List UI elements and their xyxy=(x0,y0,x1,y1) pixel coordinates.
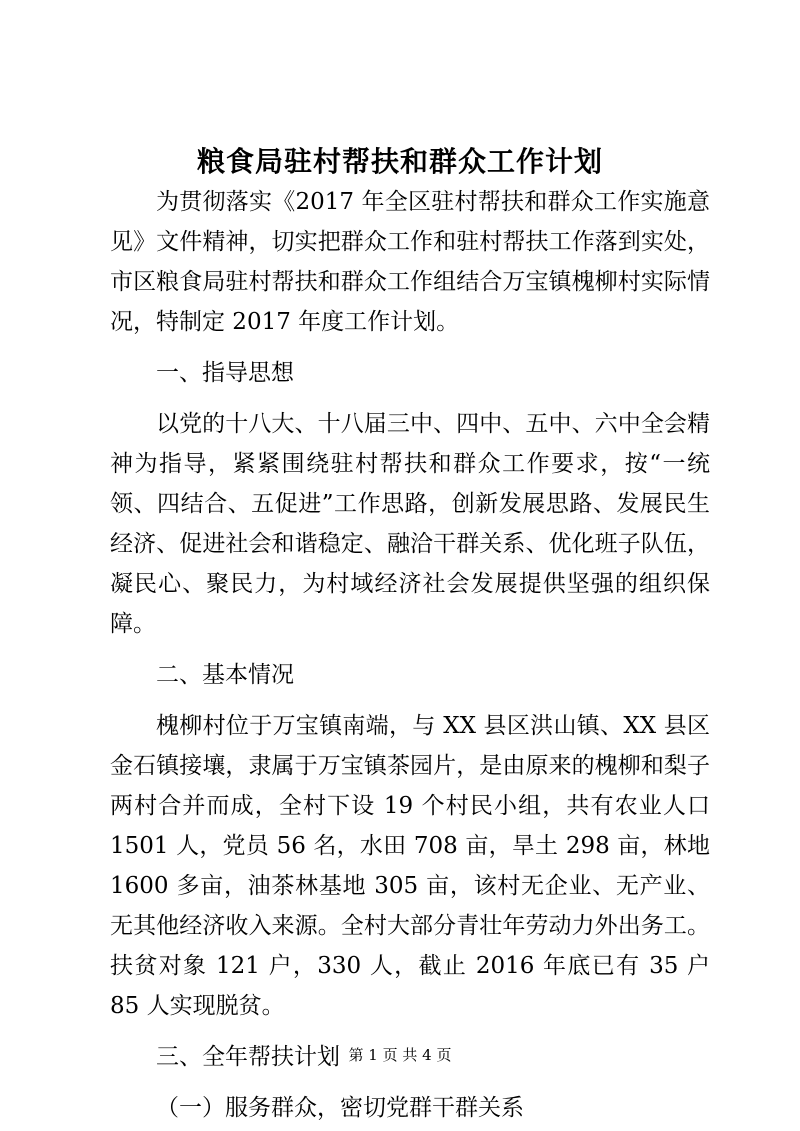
section-heading-basic-situation: 二、基本情况 xyxy=(156,662,294,688)
page-footer: 第 1 页 共 4 页 xyxy=(348,1046,452,1064)
page-title: 粮食局驻村帮扶和群众工作计划 xyxy=(196,145,603,178)
basic-situation-paragraph: 槐柳村位于万宝镇南端，与 XX 县区洪山镇、XX 县区金石镇接壤，隶属于万宝镇茶园片，是由原来的槐柳和梨子两村合并而成，全村下设 19 个村民小组，共有农业人口 1501 人，党员 56 名，水田 708 亩，旱土 298 亩，林地 1600 多亩，油茶林基地 305 亩，该村无企业、无产业、无其他经济收入来源。全村大部分青壮年劳动力外出务工。扶贫对象 121 户，330 人，截止 2016 年底已有 35 户 85 人实现脱贫。 xyxy=(110,713,710,1019)
section-heading-guiding-ideology: 一、指导思想 xyxy=(156,360,294,386)
section-heading-annual-plan: 三、全年帮扶计划 xyxy=(156,1044,340,1070)
subsection-heading-serve-masses: （一）服务群众，密切党群干群关系 xyxy=(156,1095,524,1121)
document-body xyxy=(110,182,710,1128)
guiding-ideology-paragraph: 以党的十八大、十八届三中、四中、五中、六中全会精神为指导，紧紧围绕驻村帮扶和群众工作要求，按“一统领、四结合、五促进”工作思路，创新发展思路、发展民生经济、促进社会和谐稳定、融洽干群关系、优化班子队伍，凝民心、聚民力，为村域经济社会发展提供坚强的组织保障。 xyxy=(110,411,710,637)
intro-paragraph: 为贯彻落实《2017 年全区驻村帮扶和群众工作实施意见》文件精神，切实把群众工作和驻村帮扶工作落到实处，市区粮食局驻村帮扶和群众工作组结合万宝镇槐柳村实际情况，特制定 2017 年度工作计划。 xyxy=(110,189,710,335)
